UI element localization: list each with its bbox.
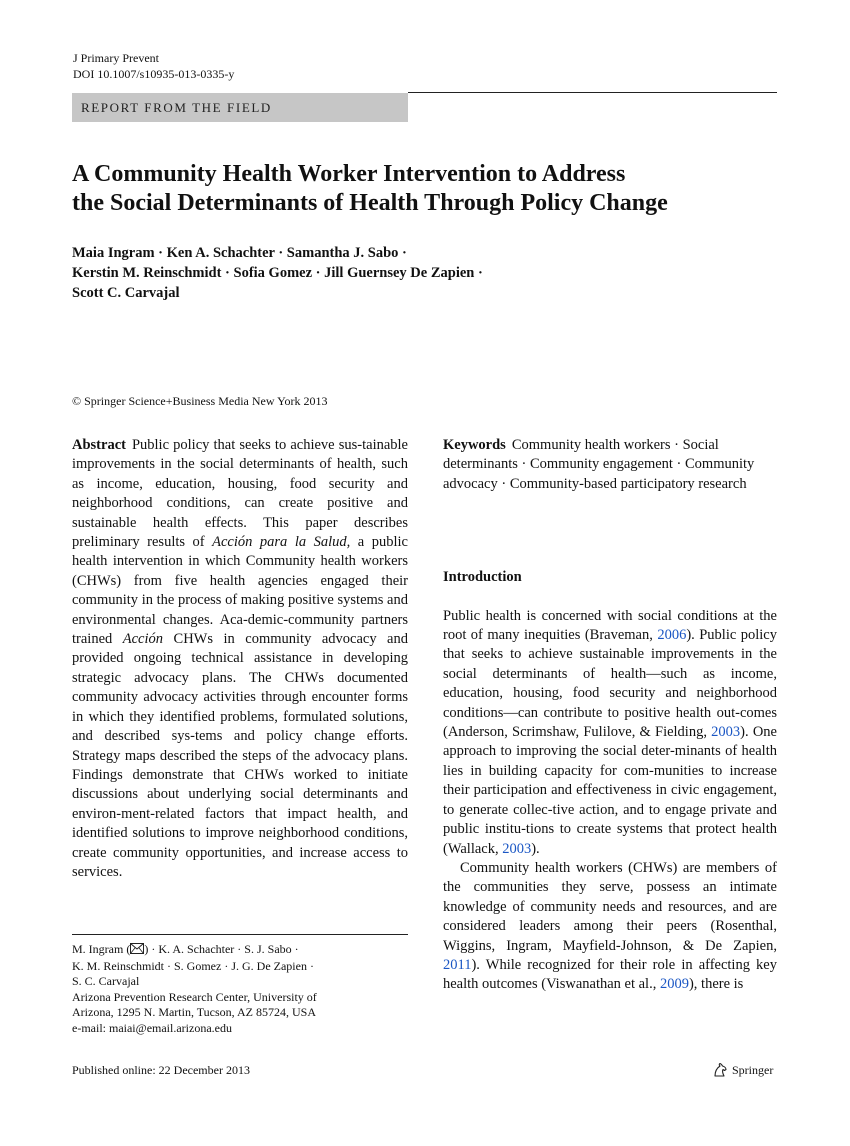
publisher-name: Springer xyxy=(732,1063,774,1077)
right-column xyxy=(443,436,777,995)
affiliation-block xyxy=(72,942,412,1037)
intro-paragraph-1 xyxy=(443,607,777,859)
copyright-notice: © Springer Science+Business Media New York 2013 xyxy=(72,394,328,408)
intro-p1-text-d: ). xyxy=(531,840,540,857)
citation-link-rosenthal[interactable]: 2011 xyxy=(443,956,472,973)
publisher-logo xyxy=(712,1062,773,1078)
affiliation-line-2: K. M. Reinschmidt · S. Gomez · J. G. De Zapien · xyxy=(72,958,314,973)
intro-p2-text-b: ). While recognized for their role in affecting key health outcomes (Viswanathan et al., xyxy=(443,956,777,993)
footnote-rule xyxy=(72,934,408,935)
springer-horse-icon xyxy=(712,1062,728,1078)
author-line-1: Maia Ingram · Ken A. Schachter · Samantha J. Sabo · xyxy=(72,245,407,261)
journal-header xyxy=(73,50,234,82)
title-line-1: A Community Health Worker Intervention to Address xyxy=(72,161,626,187)
author-line-2: Kerstin M. Reinschmidt · Sofia Gomez · Jill Guernsey De Zapien · xyxy=(72,265,483,281)
citation-link-braveman[interactable]: 2006 xyxy=(657,627,687,644)
envelope-icon[interactable] xyxy=(130,943,144,959)
affiliation-line-4: Arizona Prevention Research Center, University of xyxy=(72,989,317,1004)
author-list xyxy=(72,243,792,303)
abstract-text-3: CHWs in community advocacy and provided ongoing technical assistance in developing strategic advocacy plans. The CHWs documented community advocacy activities through encounter forms in which they identified problems, formulated solutions, and described sys-tems and policy change efforts. Strategy maps described the steps of the advocacy plans. Findings demonstrate that CHWs worked to initiate discussions about underlying social determinants and environ-ment-related factors that impact health, and identified solutions to improve neighborhood conditions, create community opportunities, and increase access to services. xyxy=(72,631,408,880)
intro-p2-text-a: Community health workers (CHWs) are members of the communities they serve, possess an intimate knowledge of community needs and resources, and are considered leaders among their peers (Rosenthal, Wiggins, Ingram, Mayfield-Johnson, & De Zapien, xyxy=(443,859,777,954)
header-rule xyxy=(408,92,777,93)
abstract-paragraph xyxy=(72,436,408,882)
keywords-label: Keywords xyxy=(443,437,506,453)
affiliation-line-1-rest: ) · K. A. Schachter · S. J. Sabo · xyxy=(144,942,299,956)
intro-paragraph-2 xyxy=(443,859,777,995)
keywords-paragraph xyxy=(443,436,777,494)
intro-p1-text-a: Public health is concerned with social conditions at the root of many inequities (Braveman, xyxy=(443,607,777,644)
abstract-text-1: Public policy that seeks to achieve sus-tainable improvements in the social determinants of health, such as income, education, housing, food security and neighborhood conditions, can create positive and sustainable health effects. This paper describes preliminary results of xyxy=(72,437,408,551)
abstract-italic-1: Acción para la Salud, xyxy=(212,534,351,551)
journal-name: J Primary Prevent xyxy=(73,51,159,65)
abstract-italic-2: Acción xyxy=(122,631,164,648)
author-line-3: Scott C. Carvajal xyxy=(72,285,180,301)
citation-link-anderson[interactable]: 2003 xyxy=(711,724,741,741)
introduction-heading: Introduction xyxy=(443,569,522,586)
affiliation-email: e-mail: maiai@email.arizona.edu xyxy=(72,1020,232,1035)
citation-link-viswanathan[interactable]: 2009 xyxy=(659,976,689,993)
affiliation-line-1 xyxy=(72,942,412,959)
intro-p1-text-c: ). One approach to improving the social deter-minants of health lies in building capacity for com-munities to increase their participation and effectiveness in civic engagement, to generate collec-tive action, and to engage private and public institu-tions to create systems that protect health (Wallack, xyxy=(443,724,777,857)
abstract-column xyxy=(72,436,408,882)
published-date: Published online: 22 December 2013 xyxy=(72,1063,250,1077)
intro-p2-text-c: ), there is xyxy=(688,976,744,993)
article-type-banner: REPORT FROM THE FIELD xyxy=(72,93,408,122)
abstract-label: Abstract xyxy=(72,437,126,453)
journal-doi: DOI 10.1007/s10935-013-0335-y xyxy=(73,67,235,81)
article-title xyxy=(72,160,772,218)
citation-link-wallack[interactable]: 2003 xyxy=(502,840,532,857)
keywords-text: Community health workers · Social determinants · Community engagement · Community advocacy · Community-based participatory research xyxy=(443,437,755,492)
title-line-2: the Social Determinants of Health Through Policy Change xyxy=(72,190,668,216)
intro-p1-text-b: ). Public policy that seeks to achieve sustainable improvements in the social determinants of health—such as income, education, housing, food security and neighborhood conditions—can contribute to positive health out-comes (Anderson, Scrimshaw, Fulilove, & Fielding, xyxy=(443,627,777,741)
abstract-text-2: a public health intervention in which Community health workers (CHWs) from five health agencies engaged their community in the process of making positive systems and environmental changes. Aca-demic-community partners trained xyxy=(72,534,408,648)
affiliation-author-name: M. Ingram ( xyxy=(72,942,131,956)
affiliation-line-3: S. C. Carvajal xyxy=(72,974,140,989)
affiliation-line-5: Arizona, 1295 N. Martin, Tucson, AZ 85724, USA xyxy=(72,1005,317,1020)
